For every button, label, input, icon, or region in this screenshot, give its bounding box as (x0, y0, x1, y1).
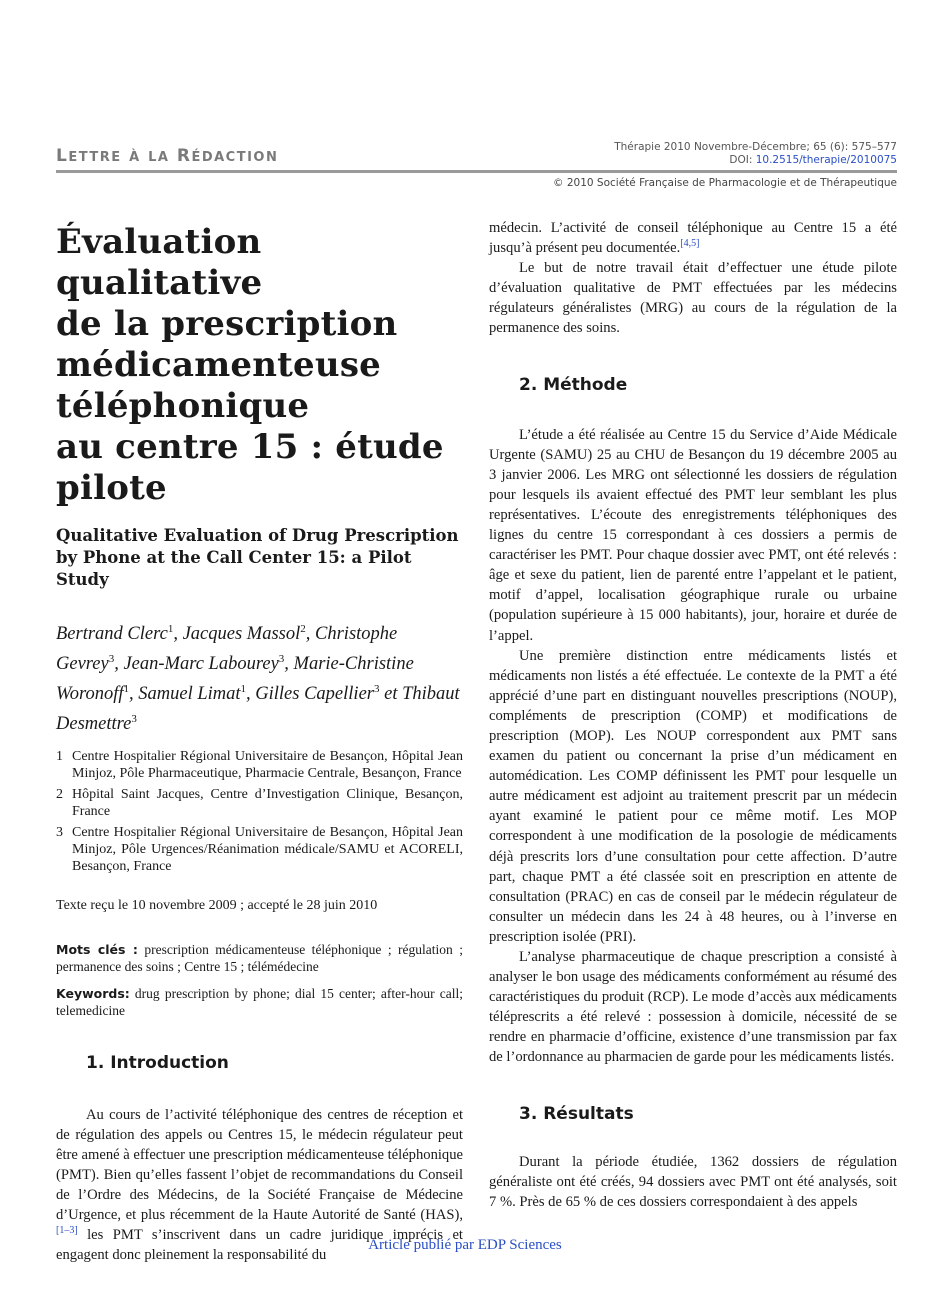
keywords-english: Keywords: drug prescription by phone; dial 15 center; after-hour call; telemedicine (56, 985, 463, 1018)
affiliation-item: 3 Centre Hospitalier Régional Universitaire de Besançon, Hôpital Jean Minjoz, Pôle Urgences/Réanimation médicale/SAMU et ACORELI, Besançon, France (56, 824, 463, 874)
keywords-french: Mots clés : prescription médicamenteuse téléphonique ; régulation ; permanence des soins ; Centre 15 ; télémédecine (56, 941, 463, 974)
introduction-objective: Le but de notre travail était d’effectuer une étude pilote d’évaluation qualitative de PMT effectuées par les médecins régulateurs généralistes (MRG) au cours de la régulation de la permanence des soins. (489, 260, 897, 337)
method-paragraph: Une première distinction entre médicaments listés et médicaments non listés a été effectuée. Le contexte de la PMT a été apprécié d’une part en distinguant nouvelles prescriptions (NOUP), compléments de prescription (COMP) et modifications de prescription (MOP). Les NOUP correspondent aux PMT sans examen du patient ou concernant la prise d’un médicament en automédication. Les COMP définissent les PMT pour lesquelle un autre médicament est adjoint au traitement prescrit par un médecin ayant examiné le patient pour ce même motif. Les MOP correspondent à une modification de la posologie de médicaments déjà prescrits lors d’une consultation pour cette affection. D’autre part, chaque PMT a été classée soit en prescription en attente de consultation (PRAC) en cas de conseil par le médecin régulateur de consulter un médecin dans les 24 à 48 heures, ou à l’inverse en prescription isolée (PRI). (489, 647, 897, 945)
header-rule (56, 170, 897, 173)
article-subtitle-english: Qualitative Evaluation of Drug Prescription by Phone at the Call Center 15: a Pilot Study (56, 526, 459, 589)
journal-citation: Thérapie 2010 Novembre-Décembre; 65 (6): 575–577 (614, 141, 897, 153)
affiliation-item: 2 Hôpital Saint Jacques, Centre d’Investigation Clinique, Besançon, France (56, 786, 463, 819)
received-dates: Texte reçu le 10 novembre 2009 ; accepté le 28 juin 2010 (56, 897, 378, 913)
affiliation-item: 1 Centre Hospitalier Régional Universitaire de Besançon, Hôpital Jean Minjoz, Pôle Pharmaceutique, Pharmacie Centrale, Besançon, France (56, 748, 463, 781)
right-column (489, 218, 897, 1212)
copyright-notice: © 2010 Société Française de Pharmacologie et de Thérapeutique (553, 177, 897, 189)
introduction-continuation: médecin. L’activité de conseil téléphonique au Centre 15 a été jusqu’à présent peu documentée.[4,5] (489, 220, 897, 257)
introduction-heading: 1. Introduction (86, 1052, 229, 1073)
method-heading: 2. Méthode (519, 374, 628, 395)
results-heading: 3. Résultats (519, 1103, 634, 1124)
citation-link[interactable]: [1–3] (56, 1225, 78, 1237)
doi-link[interactable]: 10.2515/therapie/2010075 (755, 154, 897, 166)
introduction-paragraph: Au cours de l’activité téléphonique des centres de réception et de régulation des appels ou Centres 15, le médecin régulateur peut être amené à effectuer une prescription médicamenteuse téléphonique (PMT). Bien qu’elles fassent l’objet de recommandations du Conseil de l’Ordre des Médecins, de la Société Française de Médecine d’Urgence, et plus récemment de la Haute Autorité de Santé (HAS),[1–3] les PMT s’inscrivent dans un cadre juridique imprécis et engagent donc pleinement la responsabilité du (56, 1106, 463, 1264)
affiliation-list (56, 748, 463, 875)
publisher-footer[interactable]: Article publié par EDP Sciences (368, 1237, 562, 1253)
journal-reference (614, 141, 897, 167)
citation-link[interactable]: [4,5] (680, 238, 700, 250)
results-paragraph: Durant la période étudiée, 1362 dossiers de régulation généraliste ont été créés, 94 dossiers avec PMT ont été analysés, soit 7 %. Près de 65 % de ces dossiers correspondaient à des appels (489, 1153, 897, 1210)
method-paragraph: L’analyse pharmaceutique de chaque prescription a consisté à analyser le bon usage des médicaments conformément au résumé des caractéristiques du produit (RCP). Le mode d’accès aux médicaments téléprescrits a été relevé : possession à domicile, nécessité de se rendre en pharmacie d’officine, existence d’une transmission par fax de l’ordonnance au pharmacien de garde pour les médicaments listés. (489, 949, 897, 1066)
left-column (56, 222, 463, 1265)
article-title: Évaluation qualitative de la prescription médicamenteuse téléphonique au centre 15 : étude pilote (56, 222, 444, 508)
doi-line: DOI: 10.2515/therapie/2010075 (729, 154, 897, 166)
section-rubric: LETTRE À LA RÉDACTION (56, 146, 279, 166)
author-list: Bertrand Clerc$^1$, Jacques Massol$^2$, Christophe Gevrey$^3$, Jean-Marc Labourey$^3$, Marie-Christine Woronoff$^1$, Samuel Limat$^1$, Gilles Capellier$^3$ et Thibaut Desmettre$^3$ (56, 623, 460, 735)
method-paragraph: L’étude a été réalisée au Centre 15 du Service d’Aide Médicale Urgente (SAMU) 25 au CHU de Besançon du 19 décembre 2005 au 3 janvier 2006. Les MRG ont sélectionné les dossiers de régulation pour lesquels ils avaient effectué des PMT leur semblant les plus représentatives. L’écoute des enregistrements téléphoniques des lignes du centre 15 correspondant à ces dossiers a permis de caractériser les PMT. Pour chaque dossier avec PMT, ont été relevés : âge et sexe du patient, lien de parenté entre l’appelant et le patient, motif d’appel, localisation géographique rurale ou urbaine (population supérieure à 15 000 habitants), jour, horaire et durée de l’appel. (489, 426, 897, 644)
